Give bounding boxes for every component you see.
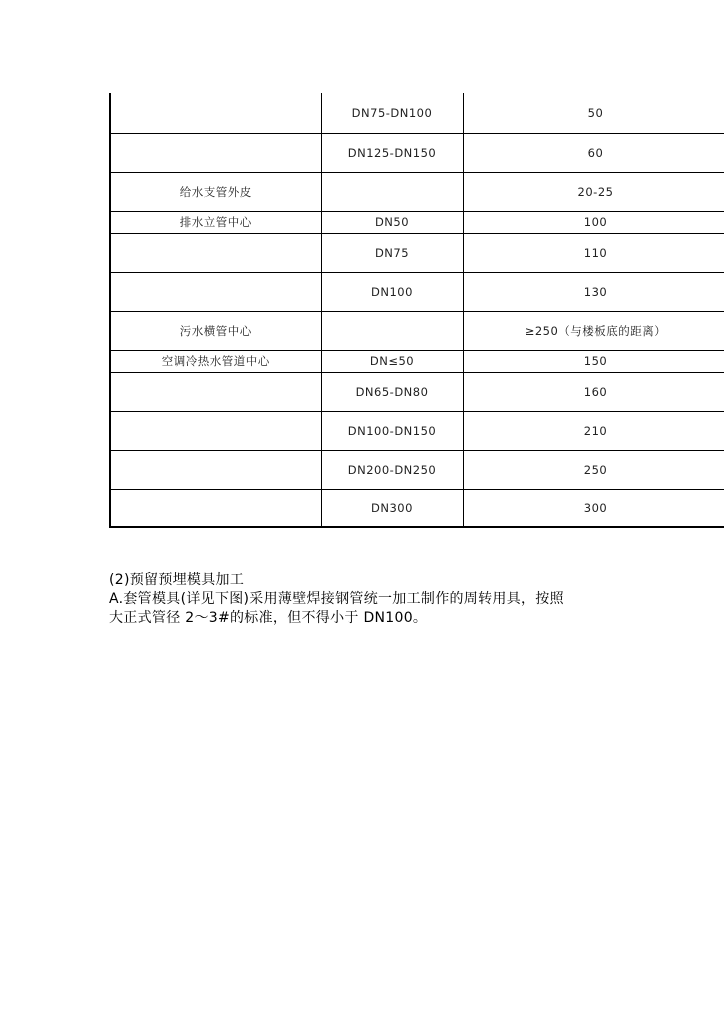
distance-value-cell: 210 [463,411,724,450]
item-name-cell: 空调冷热水管道中心 [110,350,321,372]
pipe-size-cell: DN200-DN250 [321,450,463,489]
pipe-size-cell: DN75-DN100 [321,93,463,133]
pipe-size-cell: DN≤50 [321,350,463,372]
item-name-cell [110,272,321,311]
pipe-size-cell: DN100-DN150 [321,411,463,450]
item-name-cell: 给水支管外皮 [110,172,321,211]
pipe-size-cell: DN65-DN80 [321,372,463,411]
table-row [110,372,724,411]
distance-value-cell: 60 [463,133,724,172]
table-row [110,489,724,527]
table-row [110,233,724,272]
distance-value-cell: 250 [463,450,724,489]
table-row [110,172,724,211]
distance-value-cell: ≥250（与楼板底的距离） [463,311,724,350]
table-row [110,211,724,233]
item-name-cell [110,93,321,133]
distance-value-cell: 50 [463,93,724,133]
table-row [110,311,724,350]
table-row [110,411,724,450]
pipe-size-cell: DN125-DN150 [321,133,463,172]
item-name-cell: 排水立管中心 [110,211,321,233]
table-row [110,350,724,372]
paragraph-line: A.套管模具(详见下图)采用薄壁焊接钢管统一加工制作的周转用具，按照 [109,591,564,607]
distance-value-cell: 130 [463,272,724,311]
table-row [110,133,724,172]
pipe-size-cell: DN300 [321,489,463,527]
distance-value-cell: 160 [463,372,724,411]
table-row [110,272,724,311]
distance-value-cell: 20-25 [463,172,724,211]
distance-value-cell: 100 [463,211,724,233]
pipe-size-cell [321,172,463,211]
section-heading: (2)预留预埋模具加工 [109,572,245,588]
distance-value-cell: 150 [463,350,724,372]
pipe-size-cell [321,311,463,350]
pipe-size-cell: DN50 [321,211,463,233]
distance-value-cell: 110 [463,233,724,272]
pipe-size-cell: DN75 [321,233,463,272]
pipe-size-cell: DN100 [321,272,463,311]
paragraph-line: 大正式管径 2～3#的标准，但不得小于 DN100。 [109,610,428,626]
item-name-cell [110,450,321,489]
distance-value-cell: 300 [463,489,724,527]
item-name-cell [110,489,321,527]
body-paragraph [109,571,709,628]
item-name-cell [110,411,321,450]
item-name-cell [110,233,321,272]
table-row [110,450,724,489]
item-name-cell: 污水横管中心 [110,311,321,350]
pipe-spacing-table [109,93,724,528]
item-name-cell [110,133,321,172]
table-row [110,93,724,133]
item-name-cell [110,372,321,411]
